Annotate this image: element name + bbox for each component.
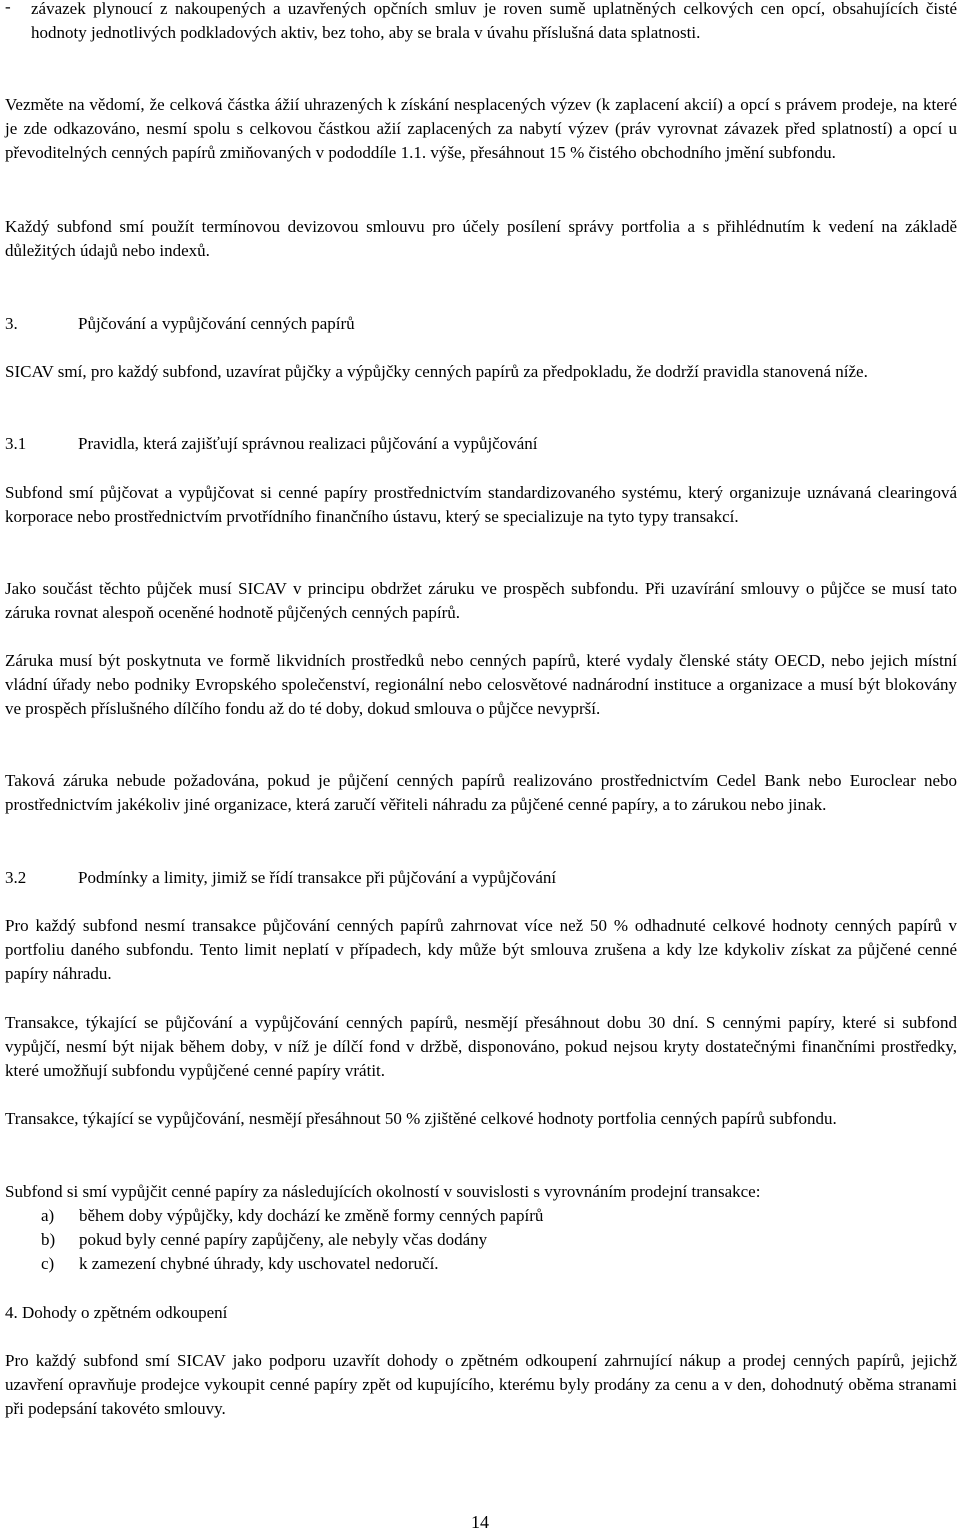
section-title: Půjčování a vypůjčování cenných papírů (78, 314, 355, 333)
section-heading-4: 4. Dohody o zpětném odkoupení (5, 1303, 228, 1322)
list-item (5, 1228, 957, 1252)
paragraph-borrowing-limit: Transakce, týkající se vypůjčování, nesmějí přesáhnout 50 % zjištěné celkové hodnoty portfolia cenných papírů subfondu. (5, 1109, 837, 1128)
page-number: 14 (471, 1512, 489, 1532)
list-item-text: během doby výpůjčky, kdy dochází ke změně formy cenných papírů (79, 1206, 544, 1225)
section-number: 3.2 (5, 868, 27, 887)
section-heading-3 (5, 312, 957, 336)
circumstances-list (5, 1204, 957, 1276)
paragraph-sicav: SICAV smí, pro každý subfond, uzavírat půjčky a výpůjčky cenných papírů za předpokladu, že dodrží pravidla stanovená níže. (5, 362, 868, 381)
paragraph-forward-contract: Každý subfond smí použít termínovou devizovou smlouvu pro účely posílení správy portfolia a s přihlédnutím k vedení na základě důležitých údajů nebo indexů. (5, 217, 957, 260)
section-title: Pravidla, která zajišťují správnou realizaci půjčování a vypůjčování (78, 434, 538, 453)
section-title: Podmínky a limity, jimiž se řídí transakce při půjčování a vypůjčování (78, 868, 557, 887)
list-item-label: c) (41, 1254, 55, 1273)
list-item-label: a) (41, 1206, 55, 1225)
list-item-label: b) (41, 1230, 56, 1249)
paragraph-guarantee-form: Záruka musí být poskytnuta ve formě likvidních prostředků nebo cenných papírů, které vydaly členské státy OECD, nebo jejich místní vládní úřady nebo podniky Evropského společenství, regionální nebo celosvětové nadnárodní instituce a organizace a musí být blokovány ve prospěch příslušného dílčího fondu až do té doby, dokud smlouva o půjčce nevyprší. (5, 651, 957, 718)
paragraph-repurchase: Pro každý subfond smí SICAV jako podporu uzavřít dohody o zpětném odkoupení zahrnující nákup a prodej cenných papírů, jejichž uzavření opravňuje prodejce vykoupit cenné papíry zpět od kupujícího, kterému byly prodány za cenu a v den, dohodnutý oběma stranami při podepsání takovéto smlouvy. (5, 1351, 957, 1418)
list-item-text: pokud byly cenné papíry zapůjčeny, ale nebyly včas dodány (79, 1230, 488, 1249)
paragraph-lending-system: Subfond smí půjčovat a vypůjčovat si cenné papíry prostřednictvím standardizovaného systému, který organizuje uznávaná clearingová korporace nebo prostřednictvím prvotřídního finančního ústavu, který se specializuje na tyto typy transakcí. (5, 483, 957, 526)
list-item (5, 1252, 957, 1276)
paragraph-lending-limit: Pro každý subfond nesmí transakce půjčování cenných papírů zahrnovat více než 50 % odhadnuté celkové hodnoty cenných papírů v portfoliu daného subfondu. Tento limit neplatí v případech, kdy může být smlouva zrušena a kdy lze kdykoliv získat za půjčené cenné papíry náhradu. (5, 916, 957, 983)
list-item-text: k zamezení chybné úhrady, kdy uschovatel nedoručí. (79, 1254, 439, 1273)
bullet-text: závazek plynoucí z nakoupených a uzavřených opčních smluv je roven sumě uplatněných celkových cen opcí, obsahujících čisté hodnoty jednotlivých podkladových aktiv, bez toho, aby se brala v úvahu příslušná data splatnosti. (31, 0, 957, 42)
paragraph-guarantee: Jako součást těchto půjček musí SICAV v principu obdržet záruku ve prospěch subfondu. Při uzavírání smlouvy o půjčce se musí tato záruka rovnat alespoň oceněné hodnotě půjčených cenných papírů. (5, 579, 957, 622)
bullet-item (5, 0, 957, 45)
section-number: 3.1 (5, 434, 27, 453)
paragraph-guarantee-exemption: Taková záruka nebude požadována, pokud je půjčení cenných papírů realizováno prostřednictvím Cedel Bank nebo Euroclear nebo prostřednictvím jakékoliv jiné organizace, která zaručí věřiteli náhradu za půjčené cenné papíry, a to zárukou nebo jinak. (5, 771, 957, 814)
paragraph-borrowing-circumstances: Subfond si smí vypůjčit cenné papíry za následujících okolností v souvislosti s vyrovnáním prodejní transakce: (5, 1182, 761, 1201)
list-item (5, 1204, 957, 1228)
paragraph-azio: Vezměte na vědomí, že celková částka ážií uhrazených k získání nesplacených výzev (k zaplacení akcií) a opcí s právem prodeje, na které je zde odkazováno, nesmí spolu s celkovou částkou ažií zaplacených za nabytí výzev (práv vyrovnat závazek před splatností) a opcí u převoditelných cenných papírů zmiňovaných v pododdíle 1.1. výše, přesáhnout 15 % čistého obchodního jmění subfondu. (5, 95, 957, 162)
bullet-dash: - (5, 0, 11, 16)
paragraph-duration-limit: Transakce, týkající se půjčování a vypůjčování cenných papírů, nesmějí přesáhnout dobu 30 dní. S cennými papíry, které si subfond vypůjčí, nesmí být nijak během doby, v níž je dílčí fond v držbě, disponováno, pokud nejsou kryty dostatečnými finančními prostředky, které umožňují subfondu vypůjčené cenné papíry vrátit. (5, 1013, 957, 1080)
section-heading-3-2 (5, 866, 957, 890)
section-heading-3-1 (5, 432, 957, 456)
section-number: 3. (5, 314, 18, 333)
